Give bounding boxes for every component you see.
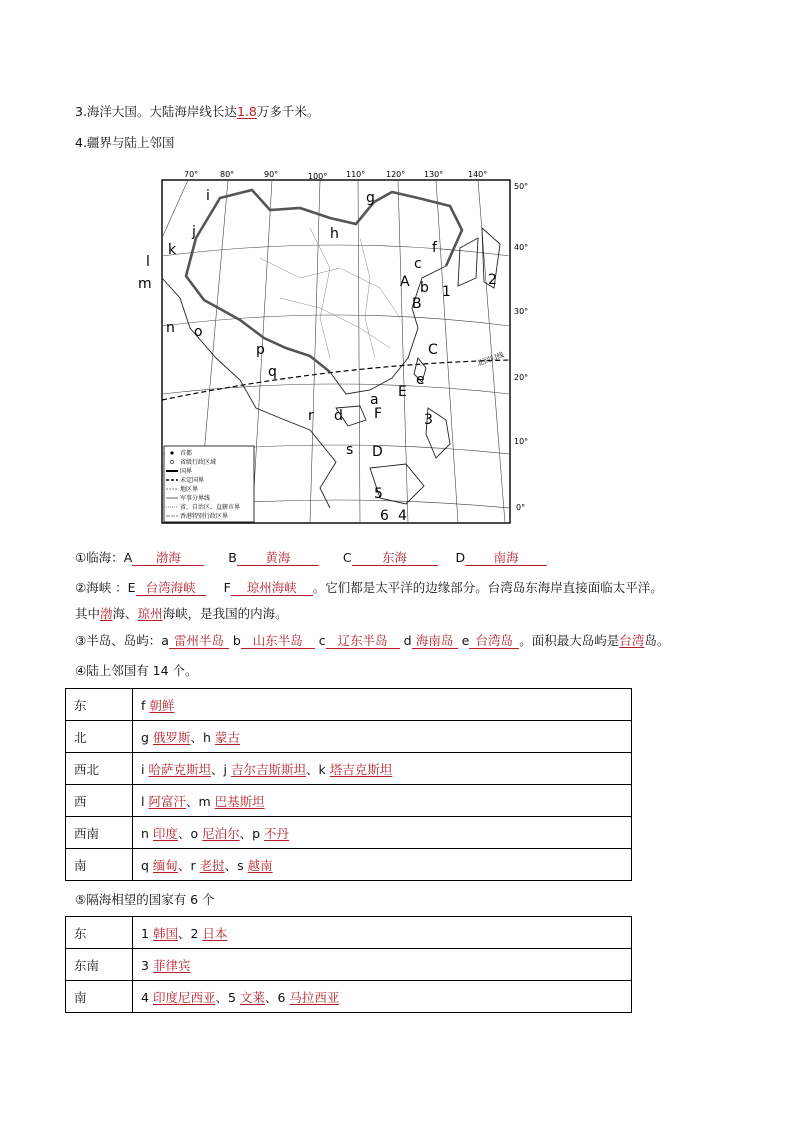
land-entries: f 朝鲜 [133,689,632,721]
map-letter-5: 5 [374,486,383,502]
lon-label-6: 130° [424,170,444,179]
sea-entries: 1 韩国、2 日本 [133,917,632,949]
pen-largest-prefix: 。面积最大岛屿是 [519,633,620,648]
table-row [66,917,632,949]
pen-answer-a: 雷州半岛 [169,633,229,649]
lon-label-4: 110° [346,170,366,179]
straits-line2-mid: 海、 [112,606,138,621]
land-entries: n 印度、o 尼泊尔、p 不丹 [133,817,632,849]
lat-label-0: 50° [514,182,529,191]
pen-label-a: a [161,633,169,648]
straits-answer-e: 台湾海峡 [136,580,206,596]
land-neighbors-table [65,688,632,881]
straits-line2 [75,606,288,622]
map-letter-g: g [366,190,375,206]
land-dir: 东 [66,689,133,721]
item4-heading: 4.疆界与陆上邻国 [75,135,175,150]
seas-answer-b: 黄海 [237,550,319,566]
item3-text: 3.海洋大国。大陆海岸线长达 [75,104,237,119]
legend-item-1: 省级行政区域 [180,459,217,466]
map-letter-B: B [412,296,422,312]
map-letter-D: D [372,444,383,460]
map-letter-m: m [138,276,152,292]
peninsulas-line [75,633,669,649]
map-letter-l: l [146,254,150,270]
land-dir: 西 [66,785,133,817]
pen-largest-answer: 台湾 [619,633,645,648]
map-letter-b: b [420,280,429,296]
map-letter-f: f [432,240,437,256]
item3-answer: 1.8 [236,104,257,119]
seas-label-c: C [342,550,352,565]
table-row [66,981,632,1013]
tropic-label: 北回归线 [475,350,505,368]
lon-label-0: 70° [184,170,199,179]
pen-label-c: c [318,633,326,648]
seas-answer-c: 东海 [352,550,438,566]
map-letter-3: 3 [424,412,433,428]
land-entries: l 阿富汗、m 巴基斯坦 [133,785,632,817]
map-letter-F: F [374,406,383,422]
seas-label-a: A [123,550,133,565]
legend-item-6: 省、自治区、直辖市界 [180,504,241,511]
map-letter-j: j [192,224,196,240]
land-dir: 西北 [66,753,133,785]
lat-label-3: 20° [514,373,529,382]
land-entries: g 俄罗斯、h 蒙古 [133,721,632,753]
table-row [66,785,632,817]
table-row [66,949,632,981]
lat-label-4: 10° [514,437,529,446]
latitude-tick-labels [514,182,528,512]
land-dir: 北 [66,721,133,753]
legend-item-0: 首都 [180,450,193,457]
map-letter-E: E [398,384,407,400]
lon-label-5: 120° [386,170,406,179]
map-letter-r: r [308,408,314,424]
map-letter-d: d [334,408,343,424]
straits-prefix: ②海峡 ：E [75,580,136,595]
pen-answer-b: 山东半岛 [241,633,315,649]
table-row [66,689,632,721]
straits-line [75,580,663,596]
pen-answer-c: 辽东半岛 [326,633,400,649]
land-dir: 南 [66,849,133,881]
straits-answer-f: 琼州海峡 [231,580,313,596]
table-row [66,721,632,753]
map-letter-A: A [400,274,410,290]
map-letter-h: h [330,226,339,242]
china-map [138,168,530,528]
legend-item-7: 香港特别行政区界 [180,513,229,520]
land-entries: i 哈萨克斯坦、j 吉尔吉斯斯坦、k 塔吉克斯坦 [133,753,632,785]
legend-item-2: 国界 [180,468,193,475]
table-row [66,753,632,785]
map-letter-C: C [428,342,438,358]
straits-line2-prefix: 其中 [75,606,101,621]
legend-item-5: 军事分界线 [180,495,211,502]
legend-item-3: 未定国界 [180,477,205,484]
straits-line2-b: 琼州 [137,606,163,621]
lon-label-7: 140° [468,170,488,179]
map-letter-4: 4 [398,508,407,524]
seas-prefix: ①临海： [75,550,124,565]
straits-rest: 。它们都是太平洋的边缘部分。台湾岛东海岸直接面临太平洋。 [312,580,663,595]
map-letter-i: i [206,188,210,204]
table-row [66,817,632,849]
sea-entries: 3 菲律宾 [133,949,632,981]
lon-label-3: 100° [308,172,328,181]
sea-entries: 4 印度尼西亚、5 文莱、6 马拉西亚 [133,981,632,1013]
sea-neighbors-heading: ⑤隔海相望的国家有 6 个 [75,892,215,907]
table-row [66,849,632,881]
pen-answer-e: 台湾岛 [469,633,519,649]
pen-largest-suffix: 岛。 [644,633,670,648]
map-letter-1: 1 [442,284,451,300]
item3-suffix: 万多千米。 [256,104,320,119]
map-letter-s: s [346,442,354,458]
straits-line2-a: 渤 [100,606,113,621]
pen-label-d: d [403,633,412,648]
lon-label-2: 90° [264,170,279,179]
map-letter-6: 6 [380,508,389,524]
seas-line [75,550,547,566]
pen-answer-d: 海南岛 [412,633,458,649]
seas-answer-d: 南海 [465,550,547,566]
map-letter-n: n [166,320,175,336]
map-letter-c: c [414,256,422,272]
map-letter-k: k [168,242,177,258]
seas-label-b: B [228,550,237,565]
land-neighbors-heading: ④陆上邻国有 14 个。 [75,663,198,678]
land-entries: q 缅甸、r 老挝、s 越南 [133,849,632,881]
peninsulas-prefix: ③半岛、岛屿： [75,633,162,648]
map-letter-q: q [268,364,277,380]
sea-neighbors-table [65,916,632,1013]
lat-label-2: 30° [514,307,529,316]
land-dir: 西南 [66,817,133,849]
sea-dir: 南 [66,981,133,1013]
map-letter-e: e [416,372,425,388]
seas-label-d: D [455,550,466,565]
sea-dir: 东 [66,917,133,949]
map-letter-p: p [256,342,265,358]
seas-answer-a: 渤海 [132,550,204,566]
map-letter-a: a [370,392,379,408]
lat-label-5: 0° [516,503,526,512]
pen-label-b: b [232,633,241,648]
lat-label-1: 40° [514,243,529,252]
legend-item-4: 地区界 [180,486,199,493]
straits-line2-suffix: 海峡，是我国的内海。 [162,606,288,621]
lon-label-1: 80° [220,170,235,179]
map-letter-2: 2 [488,272,497,288]
item3-line [75,104,319,120]
pen-label-e: e [461,633,470,648]
straits-label-f: F [223,580,231,595]
map-letter-o: o [194,324,203,340]
map-legend [164,446,254,522]
sea-dir: 东南 [66,949,133,981]
